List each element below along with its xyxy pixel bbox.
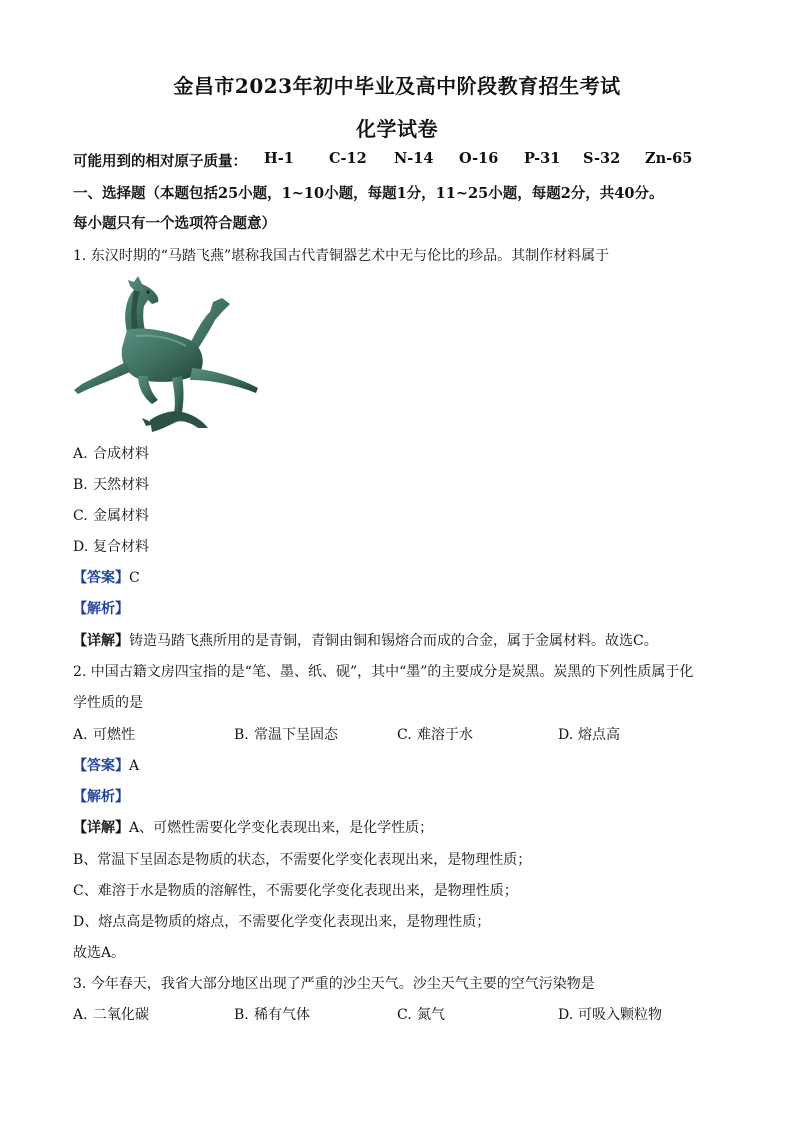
q1-option-b[interactable]: B. 天然材料 — [73, 477, 149, 493]
analysis-tag: 【解析】 — [73, 601, 129, 617]
detail-tag: 【详解】 — [73, 820, 129, 836]
detail-tag: 【详解】 — [73, 633, 129, 649]
answer-value: C — [129, 570, 140, 586]
q2-detail-conclusion: 故选A。 — [73, 945, 126, 961]
atomic-mass-item: O-16 — [459, 150, 499, 167]
section-heading-cont: 每小题只有一个选项符合题意） — [73, 215, 276, 232]
q1-detail — [73, 630, 658, 650]
section-heading: 一、选择题（本题包括25小题，1~10小题，每题1分，11~25小题，每题2分，共40分。 — [73, 185, 664, 202]
question-2-stem-cont: 学性质的是 — [73, 695, 143, 711]
q3-option-a[interactable]: A. 二氧化碳 — [73, 1007, 149, 1023]
detail-text: 铸造马踏飞燕所用的是青铜，青铜由铜和锡熔合而成的合金，属于金属材料。故选C。 — [129, 633, 658, 649]
q2-detail-line: D、熔点高是物质的熔点，不需要化学变化表现出来，是物理性质； — [73, 914, 491, 930]
atomic-mass-item: S-32 — [583, 150, 621, 167]
exam-subtitle: 化学试卷 — [356, 117, 438, 141]
answer-tag: 【答案】 — [73, 758, 129, 774]
question-1-stem: 1. 东汉时期的“马踏飞燕”堪称我国古代青铜器艺术中无与伦比的珍品。其制作材料属于 — [73, 248, 610, 264]
q2-option-b[interactable]: B. 常温下呈固态 — [234, 727, 338, 743]
q1-answer — [73, 567, 140, 587]
q3-option-d[interactable]: D. 可吸入颗粒物 — [558, 1007, 662, 1023]
atomic-mass-item: Zn-65 — [645, 150, 693, 167]
analysis-tag: 【解析】 — [73, 789, 129, 805]
q3-option-c[interactable]: C. 氮气 — [397, 1007, 445, 1023]
q2-analysis — [73, 786, 129, 806]
answer-tag: 【答案】 — [73, 570, 129, 586]
atomic-mass-item: N-14 — [394, 150, 434, 167]
q2-option-a[interactable]: A. 可燃性 — [73, 727, 135, 743]
bronze-galloping-horse-icon — [72, 272, 262, 438]
question-3-stem: 3. 今年春天，我省大部分地区出现了严重的沙尘天气。沙尘天气主要的空气污染物是 — [73, 976, 595, 992]
question-2-stem: 2. 中国古籍文房四宝指的是“笔、墨、纸、砚”，其中“墨”的主要成分是炭黑。炭黑的下列性质属于化 — [73, 664, 694, 680]
q2-answer — [73, 755, 139, 775]
q2-option-d[interactable]: D. 熔点高 — [558, 727, 620, 743]
q1-option-a[interactable]: A. 合成材料 — [73, 446, 149, 462]
q3-option-b[interactable]: B. 稀有气体 — [234, 1007, 310, 1023]
atomic-mass-item: H-1 — [264, 150, 294, 167]
answer-value: A — [129, 758, 140, 774]
q1-option-c[interactable]: C. 金属材料 — [73, 508, 149, 524]
q2-detail-line: C、难溶于水是物质的溶解性，不需要化学变化表现出来，是物理性质； — [73, 883, 518, 899]
q2-option-c[interactable]: C. 难溶于水 — [397, 727, 473, 743]
atomic-mass-item: C-12 — [329, 150, 367, 167]
q2-detail-line: B、常温下呈固态是物质的状态，不需要化学变化表现出来，是物理性质； — [73, 852, 532, 868]
q1-analysis — [73, 598, 129, 618]
atomic-mass-label: 可能用到的相对原子质量： — [73, 153, 247, 170]
exam-title: 金昌市2023年初中毕业及高中阶段教育招生考试 — [173, 74, 621, 98]
detail-text: A、可燃性需要化学变化表现出来，是化学性质； — [129, 820, 434, 836]
atomic-mass-item: P-31 — [524, 150, 561, 167]
q2-detail — [73, 817, 433, 837]
q1-option-d[interactable]: D. 复合材料 — [73, 539, 149, 555]
